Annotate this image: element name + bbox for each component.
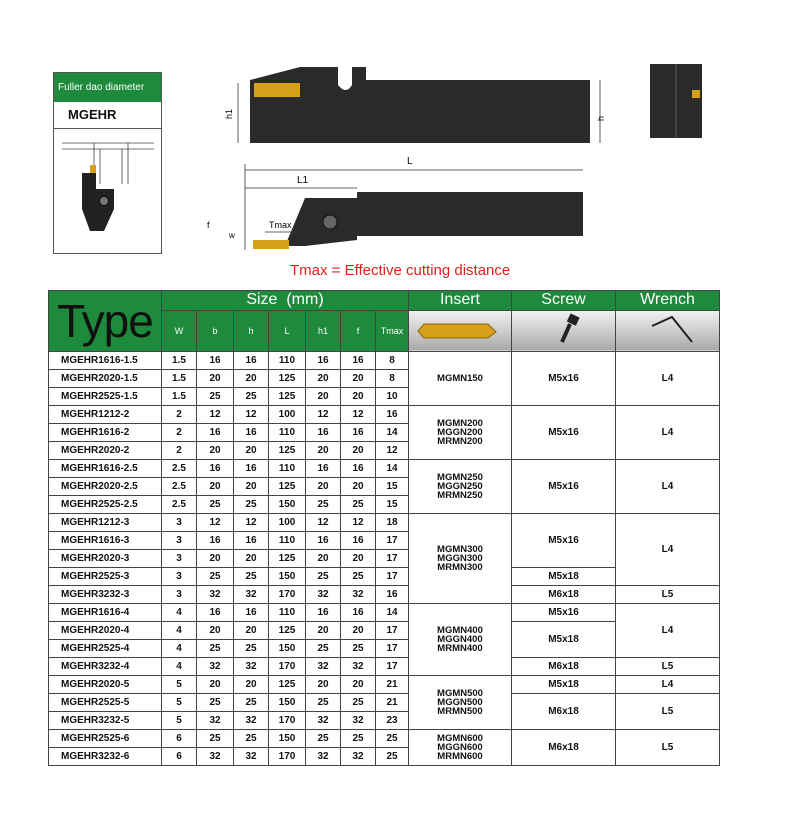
- value-cell: 16: [341, 604, 376, 622]
- value-cell: 125: [269, 478, 306, 496]
- value-cell: 125: [269, 388, 306, 406]
- value-cell: 20: [306, 478, 341, 496]
- wrench-cell: L5: [616, 586, 720, 604]
- screw-cell: M6x18: [512, 658, 616, 676]
- value-cell: 110: [269, 460, 306, 478]
- dim-tmax: Tmax: [269, 220, 292, 230]
- dim-f: f: [207, 220, 210, 230]
- model-cell: MGEHR2020-3: [49, 550, 162, 568]
- value-cell: 25: [234, 694, 269, 712]
- value-cell: 150: [269, 694, 306, 712]
- wrench-cell: L5: [616, 658, 720, 676]
- value-cell: 110: [269, 532, 306, 550]
- value-cell: 2.5: [162, 478, 197, 496]
- value-cell: 25: [376, 730, 409, 748]
- value-cell: 16: [306, 532, 341, 550]
- column-header: h1: [306, 310, 341, 351]
- legend-box: [53, 72, 162, 254]
- value-cell: 5: [162, 694, 197, 712]
- insert-cell: MGMN250 MGGN250 MRMN250: [409, 460, 512, 514]
- table-row: [49, 604, 720, 622]
- value-cell: 8: [376, 370, 409, 388]
- value-cell: 25: [234, 640, 269, 658]
- screw-cell: M5x18: [512, 568, 616, 586]
- model-cell: MGEHR1616-1.5: [49, 352, 162, 370]
- value-cell: 21: [376, 694, 409, 712]
- value-cell: 2.5: [162, 460, 197, 478]
- value-cell: 16: [234, 424, 269, 442]
- value-cell: 12: [306, 514, 341, 532]
- model-cell: MGEHR1616-3: [49, 532, 162, 550]
- model-cell: MGEHR2525-3: [49, 568, 162, 586]
- value-cell: 170: [269, 658, 306, 676]
- legend-code: MGEHR: [54, 102, 161, 129]
- value-cell: 5: [162, 676, 197, 694]
- value-cell: 12: [197, 514, 234, 532]
- value-cell: 150: [269, 496, 306, 514]
- value-cell: 17: [376, 550, 409, 568]
- value-cell: 125: [269, 442, 306, 460]
- value-cell: 14: [376, 604, 409, 622]
- value-cell: 17: [376, 640, 409, 658]
- insert-cell: MGMN600 MGGN600 MRMN600: [409, 730, 512, 766]
- value-cell: 32: [234, 748, 269, 766]
- column-header: L: [269, 310, 306, 351]
- model-cell: MGEHR2525-5: [49, 694, 162, 712]
- value-cell: 20: [234, 442, 269, 460]
- value-cell: 110: [269, 424, 306, 442]
- value-cell: 15: [376, 496, 409, 514]
- value-cell: 16: [341, 424, 376, 442]
- value-cell: 3: [162, 568, 197, 586]
- insert-cell: MGMN300 MGGN300 MRMN300: [409, 514, 512, 604]
- value-cell: 8: [376, 352, 409, 370]
- value-cell: 20: [197, 442, 234, 460]
- value-cell: 2: [162, 424, 197, 442]
- model-cell: MGEHR2525-2.5: [49, 496, 162, 514]
- value-cell: 20: [341, 478, 376, 496]
- value-cell: 20: [234, 550, 269, 568]
- value-cell: 125: [269, 370, 306, 388]
- value-cell: 25: [306, 640, 341, 658]
- value-cell: 20: [234, 478, 269, 496]
- value-cell: 20: [341, 442, 376, 460]
- value-cell: 25: [234, 496, 269, 514]
- value-cell: 17: [376, 568, 409, 586]
- table-row: [49, 730, 720, 748]
- value-cell: 15: [376, 478, 409, 496]
- value-cell: 12: [197, 406, 234, 424]
- value-cell: 25: [376, 748, 409, 766]
- legend-title: Fuller dao diameter: [54, 73, 161, 102]
- value-cell: 16: [376, 586, 409, 604]
- value-cell: 21: [376, 676, 409, 694]
- value-cell: 25: [197, 568, 234, 586]
- value-cell: 16: [341, 532, 376, 550]
- value-cell: 32: [306, 712, 341, 730]
- screw-cell: M5x16: [512, 460, 616, 514]
- value-cell: 16: [234, 460, 269, 478]
- value-cell: 17: [376, 658, 409, 676]
- wrench-cell: L5: [616, 694, 720, 730]
- value-cell: 25: [341, 496, 376, 514]
- value-cell: 25: [197, 388, 234, 406]
- value-cell: 20: [306, 622, 341, 640]
- value-cell: 12: [341, 514, 376, 532]
- value-cell: 20: [234, 622, 269, 640]
- value-cell: 2.5: [162, 496, 197, 514]
- screw-header: Screw: [512, 291, 616, 311]
- value-cell: 32: [234, 712, 269, 730]
- value-cell: 16: [341, 460, 376, 478]
- value-cell: 1.5: [162, 352, 197, 370]
- table-row: [49, 694, 720, 712]
- value-cell: 25: [197, 640, 234, 658]
- value-cell: 16: [376, 406, 409, 424]
- wrench-cell: L5: [616, 730, 720, 766]
- value-cell: 25: [234, 388, 269, 406]
- value-cell: 6: [162, 730, 197, 748]
- screw-cell: M6x18: [512, 694, 616, 730]
- value-cell: 32: [306, 658, 341, 676]
- insert-cell: MGMN400 MGGN400 MRMN400: [409, 604, 512, 676]
- wrench-cell: L4: [616, 604, 720, 658]
- header-row: [49, 291, 720, 311]
- insert-cell: MGMN500 MGGN500 MRMN500: [409, 676, 512, 730]
- column-header: h: [234, 310, 269, 351]
- value-cell: 100: [269, 406, 306, 424]
- value-cell: 12: [234, 514, 269, 532]
- value-cell: 12: [341, 406, 376, 424]
- value-cell: 32: [341, 712, 376, 730]
- value-cell: 5: [162, 712, 197, 730]
- value-cell: 100: [269, 514, 306, 532]
- value-cell: 17: [376, 532, 409, 550]
- value-cell: 25: [234, 568, 269, 586]
- wrench-cell: L4: [616, 460, 720, 514]
- screw-cell: M6x18: [512, 730, 616, 766]
- model-cell: MGEHR1212-3: [49, 514, 162, 532]
- table-row: [49, 586, 720, 604]
- screw-icon: [512, 310, 616, 351]
- value-cell: 25: [197, 730, 234, 748]
- value-cell: 20: [197, 478, 234, 496]
- value-cell: 150: [269, 730, 306, 748]
- dim-L1: L1: [297, 175, 309, 186]
- screw-cell: M6x18: [512, 586, 616, 604]
- value-cell: 2: [162, 406, 197, 424]
- value-cell: 20: [306, 388, 341, 406]
- value-cell: 32: [306, 748, 341, 766]
- value-cell: 16: [306, 352, 341, 370]
- legend-sketch: [54, 129, 161, 253]
- value-cell: 20: [341, 550, 376, 568]
- value-cell: 1.5: [162, 370, 197, 388]
- value-cell: 16: [234, 604, 269, 622]
- value-cell: 32: [197, 586, 234, 604]
- tool-side-view: [220, 55, 620, 160]
- screw-cell: M5x16: [512, 514, 616, 568]
- column-header: Tmax: [376, 310, 409, 351]
- value-cell: 25: [341, 568, 376, 586]
- column-header: W: [162, 310, 197, 351]
- value-cell: 20: [234, 370, 269, 388]
- value-cell: 110: [269, 352, 306, 370]
- value-cell: 32: [197, 658, 234, 676]
- value-cell: 16: [197, 352, 234, 370]
- value-cell: 20: [197, 550, 234, 568]
- wrench-header: Wrench: [616, 291, 720, 311]
- value-cell: 23: [376, 712, 409, 730]
- value-cell: 18: [376, 514, 409, 532]
- model-cell: MGEHR2525-1.5: [49, 388, 162, 406]
- model-cell: MGEHR3232-3: [49, 586, 162, 604]
- value-cell: 20: [197, 622, 234, 640]
- value-cell: 20: [341, 388, 376, 406]
- value-cell: 32: [341, 658, 376, 676]
- wrench-icon: [616, 310, 720, 351]
- value-cell: 25: [341, 694, 376, 712]
- model-cell: MGEHR2525-4: [49, 640, 162, 658]
- model-cell: MGEHR2020-1.5: [49, 370, 162, 388]
- dim-w: w: [229, 231, 235, 240]
- value-cell: 125: [269, 676, 306, 694]
- wrench-cell: L4: [616, 406, 720, 460]
- value-cell: 2: [162, 442, 197, 460]
- table-row: [49, 406, 720, 424]
- value-cell: 32: [234, 586, 269, 604]
- model-cell: MGEHR2020-4: [49, 622, 162, 640]
- model-cell: MGEHR3232-6: [49, 748, 162, 766]
- insert-header: Insert: [409, 291, 512, 311]
- size-header: Size (mm): [162, 291, 409, 311]
- value-cell: 20: [306, 676, 341, 694]
- screw-cell: M5x16: [512, 604, 616, 622]
- value-cell: 14: [376, 460, 409, 478]
- value-cell: 16: [197, 532, 234, 550]
- value-cell: 3: [162, 550, 197, 568]
- wrench-cell: L4: [616, 514, 720, 586]
- value-cell: 16: [306, 424, 341, 442]
- tmax-caption: Tmax = Effective cutting distance: [290, 262, 511, 279]
- value-cell: 20: [197, 370, 234, 388]
- value-cell: 4: [162, 604, 197, 622]
- value-cell: 125: [269, 550, 306, 568]
- value-cell: 170: [269, 748, 306, 766]
- value-cell: 170: [269, 586, 306, 604]
- dim-L: L: [407, 156, 413, 167]
- insert-image: [409, 310, 512, 351]
- value-cell: 6: [162, 748, 197, 766]
- value-cell: 125: [269, 622, 306, 640]
- value-cell: 17: [376, 622, 409, 640]
- model-cell: MGEHR2020-2.5: [49, 478, 162, 496]
- value-cell: 20: [341, 622, 376, 640]
- insert-cell: MGMN200 MGGN200 MRMN200: [409, 406, 512, 460]
- value-cell: 12: [234, 406, 269, 424]
- insert-cell: MGMN150: [409, 352, 512, 406]
- model-cell: MGEHR2020-2: [49, 442, 162, 460]
- model-cell: MGEHR2020-5: [49, 676, 162, 694]
- screw-cell: M5x18: [512, 622, 616, 658]
- value-cell: 16: [306, 460, 341, 478]
- value-cell: 16: [197, 424, 234, 442]
- value-cell: 16: [197, 604, 234, 622]
- screw-cell: M5x16: [512, 352, 616, 406]
- model-cell: MGEHR3232-5: [49, 712, 162, 730]
- value-cell: 25: [341, 640, 376, 658]
- value-cell: 3: [162, 586, 197, 604]
- value-cell: 16: [234, 352, 269, 370]
- value-cell: 20: [234, 676, 269, 694]
- value-cell: 20: [306, 370, 341, 388]
- value-cell: 12: [306, 406, 341, 424]
- value-cell: 3: [162, 514, 197, 532]
- value-cell: 16: [306, 604, 341, 622]
- table-row: [49, 514, 720, 532]
- value-cell: 32: [341, 748, 376, 766]
- dim-h1: h1: [224, 108, 234, 119]
- value-cell: 32: [197, 748, 234, 766]
- value-cell: 25: [306, 568, 341, 586]
- screw-cell: M5x18: [512, 676, 616, 694]
- value-cell: 16: [197, 460, 234, 478]
- spec-table: [48, 290, 720, 766]
- screw-cell: M5x16: [512, 406, 616, 460]
- value-cell: 32: [306, 586, 341, 604]
- dim-h: h: [596, 115, 606, 121]
- model-cell: MGEHR1616-2: [49, 424, 162, 442]
- value-cell: 150: [269, 568, 306, 586]
- value-cell: 1.5: [162, 388, 197, 406]
- value-cell: 170: [269, 712, 306, 730]
- model-cell: MGEHR1616-4: [49, 604, 162, 622]
- value-cell: 150: [269, 640, 306, 658]
- value-cell: 10: [376, 388, 409, 406]
- value-cell: 20: [341, 676, 376, 694]
- value-cell: 20: [306, 442, 341, 460]
- table-row: [49, 658, 720, 676]
- value-cell: 4: [162, 658, 197, 676]
- value-cell: 16: [341, 352, 376, 370]
- value-cell: 25: [197, 496, 234, 514]
- value-cell: 110: [269, 604, 306, 622]
- value-cell: 20: [197, 676, 234, 694]
- value-cell: 32: [234, 658, 269, 676]
- value-cell: 4: [162, 622, 197, 640]
- tool-top-view: [185, 150, 605, 265]
- type-header: Type: [49, 291, 162, 352]
- value-cell: 32: [197, 712, 234, 730]
- value-cell: 4: [162, 640, 197, 658]
- model-cell: MGEHR1212-2: [49, 406, 162, 424]
- value-cell: 25: [341, 730, 376, 748]
- table-row: [49, 460, 720, 478]
- value-cell: 20: [306, 550, 341, 568]
- value-cell: 25: [306, 694, 341, 712]
- model-cell: MGEHR1616-2.5: [49, 460, 162, 478]
- model-cell: MGEHR3232-4: [49, 658, 162, 676]
- table-row: [49, 676, 720, 694]
- tool-end-view: [648, 64, 708, 144]
- value-cell: 32: [341, 586, 376, 604]
- value-cell: 12: [376, 442, 409, 460]
- column-header: f: [341, 310, 376, 351]
- value-cell: 25: [306, 730, 341, 748]
- value-cell: 25: [306, 496, 341, 514]
- value-cell: 25: [197, 694, 234, 712]
- table-row: [49, 352, 720, 370]
- wrench-cell: L4: [616, 352, 720, 406]
- model-cell: MGEHR2525-6: [49, 730, 162, 748]
- value-cell: 20: [341, 370, 376, 388]
- value-cell: 3: [162, 532, 197, 550]
- wrench-cell: L4: [616, 676, 720, 694]
- value-cell: 16: [234, 532, 269, 550]
- column-header: b: [197, 310, 234, 351]
- value-cell: 25: [234, 730, 269, 748]
- value-cell: 14: [376, 424, 409, 442]
